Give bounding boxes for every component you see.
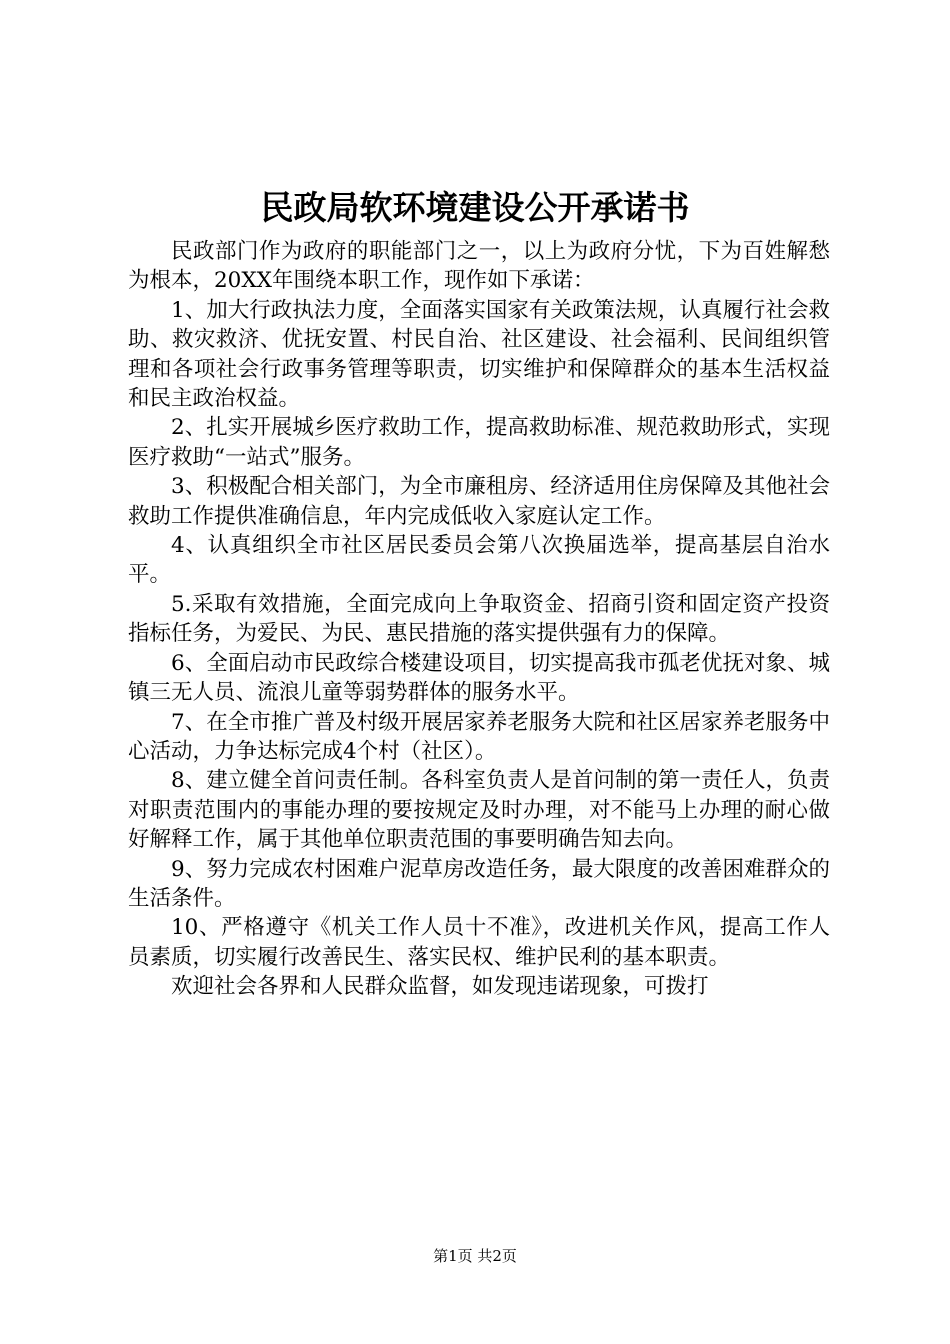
paragraph-item-2: 2、扎实开展城乡医疗救助工作，提高救助标准、规范救助形式，实现医疗救助“一站式”服务。: [128, 415, 830, 470]
paragraph-intro: 民政部门作为政府的职能部门之一，以上为政府分忧，下为百姓解愁为根本，20XX年围绕本职工作，现作如下承诺：: [128, 239, 830, 294]
paragraph-item-5: 5.采取有效措施，全面完成向上争取资金、招商引资和固定资产投资指标任务，为爱民、为民、惠民措施的落实提供强有力的保障。: [128, 591, 830, 647]
paragraph-item-10: 10、严格遵守《机关工作人员十不准》，改进机关作风，提高工作人员素质，切实履行改善民生、落实民权、维护民利的基本职责。: [128, 915, 830, 970]
paragraph-item-1: 1、加大行政执法力度，全面落实国家有关政策法规，认真履行社会救助、救灾救济、优抚安置、村民自治、社区建设、社会福利、民间组织管理和各项社会行政事务管理等职责，切实维护和保障群众的基本生活权益和民主政治权益。: [128, 297, 830, 412]
paragraph-closing: 欢迎社会各界和人民群众监督，如发现违诺现象，可拨打: [171, 974, 709, 1000]
paragraph-item-9: 9、努力完成农村困难户泥草房改造任务，最大限度的改善困难群众的生活条件。: [128, 856, 830, 911]
page-number: 第1页 共2页: [433, 1247, 517, 1265]
paragraph-item-8: 8、建立健全首问责任制。各科室负责人是首问制的第一责任人，负责对职责范围内的事能办理的要按规定及时办理，对不能马上办理的耐心做好解释工作，属于其他单位职责范围的事要明确告知去向。: [128, 768, 830, 853]
paragraph-item-3: 3、积极配合相关部门，为全市廉租房、经济适用住房保障及其他社会救助工作提供准确信息，年内完成低收入家庭认定工作。: [128, 474, 830, 529]
document-body: [128, 237, 830, 1002]
paragraph-item-6: 6、全面启动市民政综合楼建设项目，切实提高我市孤老优抚对象、城镇三无人员、流浪儿童等弱势群体的服务水平。: [128, 650, 830, 706]
paragraph-item-4: 4、认真组织全市社区居民委员会第八次换届选举，提高基层自治水平。: [128, 533, 830, 588]
paragraph-item-7: 7、在全市推广普及村级开展居家养老服务大院和社区居家养老服务中心活动，力争达标完成4个村（社区）。: [128, 709, 830, 764]
document-title: 民政局软环境建设公开承诺书: [260, 188, 690, 227]
